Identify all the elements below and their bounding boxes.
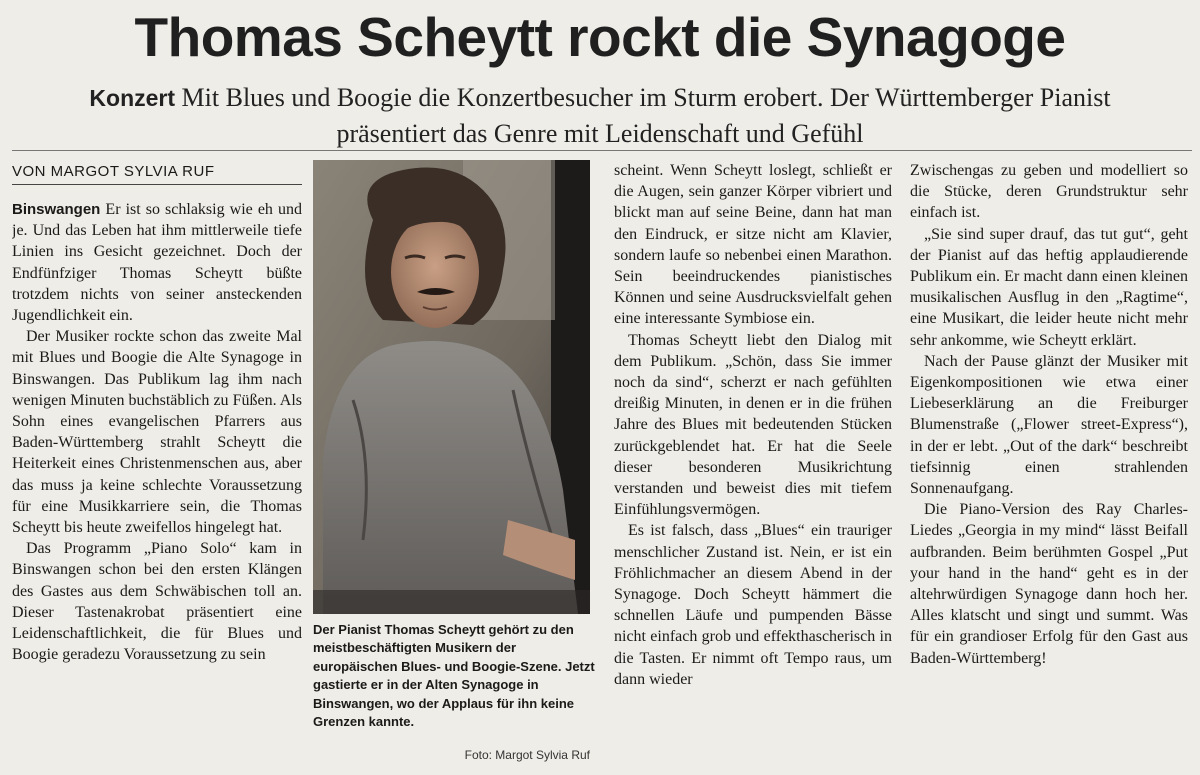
paragraph: Das Programm „Piano Solo“ kam in Binswangen schon bei den ersten Klängen des Gastes aus dem Schwäbischen toll an. Dieser Tastenakrobat präsentiert eine Leidenschaftlichkeit, die für Blues und Boogie geradezu Voraussetzung zu sein (12, 540, 302, 664)
paragraph: scheint. Wenn Scheytt loslegt, schließt er die Augen, sein ganzer Körper vibriert und blickt man auf seine Beine, dann hat man den Eindruck, er sitze nicht am Klavier, sondern laufe so nebenbei einen Marathon. Sein beeindruckendes pianistisches Können und seine Ausdrucksvielfalt gehen eine interessante Symbiose ein. (614, 162, 892, 328)
text-column-2 (614, 160, 892, 775)
kicker: Konzert (89, 85, 176, 111)
photo-caption: Der Pianist Thomas Scheytt gehört zu den meistbeschäftigten Musikern der europäischen Blues- und Boogie-Szene. Jetzt gastierte er in der Alten Synagoge in Binswangen, wo der Applaus für ihn keine Grenzen kannte. (313, 622, 595, 730)
photo-credit: Foto: Margot Sylvia Ruf (464, 748, 590, 762)
dateline: Binswangen (12, 201, 101, 218)
header-rule (12, 150, 1192, 151)
paragraph: Die Piano-Version des Ray Charles-Liedes „Georgia in my mind“ lässt Beifall aufbranden. Beim berühmten Gospel „Put your hand in the hand“ geht es in der altehrwürdigen Synagoge dann hoch her. Alles klatscht und singt und summt. Was für ein grandioser Erfolg für den Gast aus Baden-Württemberg! (910, 501, 1188, 667)
paragraph-text: Er ist so schlaksig wie eh und je. Und das Leben hat ihm mittlerweile tiefe Linien ins Gesicht gezeichnet. Doch der Endfünfziger Thomas Scheytt büßte trotzdem nichts von seiner ansteckenden Jugendlichkeit ein. (12, 201, 302, 325)
paragraph: „Sie sind super drauf, das tut gut“, geht der Pianist auf das heftig applaudierende Publikum ein. Er macht dann einen kleinen musikalischen Ausflug in den „Ragtime“, eine Musikart, die leider heute nicht mehr sehr ankomme, wie Scheytt erklärt. (910, 225, 1188, 349)
paragraph: Der Musiker rockte schon das zweite Mal mit Blues und Boogie die Alte Synagoge in Binswangen. Das Publikum lag ihm nach wenigen Minuten buchstäblich zu Füßen. Als Sohn eines evangelischen Pfarrers aus Baden-Württemberg strahlt Scheytt die Heiterkeit eines Christenmenschen aus, aber das muss ja keine schlechte Voraussetzung für eine Musikkarriere sein, die Thomas Scheytt bis heute zweifellos hingelegt hat. (12, 328, 302, 537)
pianist-photo-illustration (313, 160, 590, 614)
byline: VON MARGOT SYLVIA RUF (12, 160, 302, 185)
headline: Thomas Scheytt rockt die Synagoge (134, 6, 1066, 68)
paragraph: Thomas Scheytt liebt den Dialog mit dem Publikum. „Schön, dass Sie immer noch da sind“, scherzt er nach gefühlten dreißig Minuten, in denen er in die frühen Jahre des Blues mit bedeutenden Stücken zurückgeblendet hat. Er hat die Seele dieser besonderen Musikrichtung verstanden und beweist dies mit tiefem Einfühlungsvermögen. (614, 331, 892, 519)
paragraph: Zwischengas zu geben und modelliert so die Stücke, deren Grundstruktur sehr einfach ist. (910, 162, 1188, 222)
subheadline (40, 80, 1160, 151)
subhead-text: Mit Blues und Boogie die Konzertbesucher im Sturm erobert. Der Württemberger Pianist präsentiert das Genre mit Leidenschaft und Gefühl (181, 83, 1111, 148)
paragraph: Es ist falsch, dass „Blues“ ein trauriger menschlicher Zustand ist. Nein, er ist ein Fröhlichmacher an diesem Abend in der Synagoge. Doch Scheytt hämmert die schnellen Läufe und pumpenden Bässe nicht einfach grob und effekthascherisch in die Tasten. Er nimmt oft Tempo raus, um dann wieder (614, 522, 892, 688)
text-column-1 (12, 199, 302, 769)
text-column-3 (910, 160, 1188, 775)
concert-photo (313, 160, 590, 614)
paragraph (12, 199, 302, 326)
paragraph: Nach der Pause glänzt der Musiker mit Eigenkompositionen wie etwa einer Liebeserklärung an die Freiburger Blumenstraße („Flower street-Express“), in der er lebt. „Out of the dark“ beschreibt tiefsinnig einen strahlenden Sonnenaufgang. (910, 352, 1188, 498)
